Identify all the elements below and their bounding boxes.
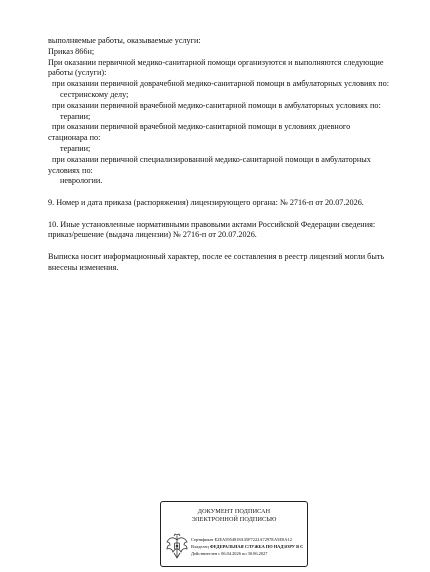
text-line: при оказании первичной доврачебной медико-санитарной помощи в амбулаторных условиях по: — [52, 79, 389, 89]
certificate-number: Сертификат E2EA5954818A35F7222A7297EA5E0A12 — [191, 537, 292, 542]
item-10-line: 10. Иные установленные нормативными правовыми актами Российской Федерации сведения: — [48, 219, 376, 229]
certificate-owner — [191, 543, 305, 550]
text-line: сестринскому делу; — [60, 89, 129, 99]
note-line: Выписка носит информационный характер, после ее составления в реестр лицензий могли быть — [48, 251, 385, 261]
document-body — [48, 36, 398, 274]
electronic-signature-stamp — [160, 501, 308, 567]
text-line: неврологии. — [60, 176, 103, 186]
text-line: терапии; — [60, 143, 91, 153]
owner-label: Владелец — [191, 544, 209, 550]
stamp-details — [191, 536, 305, 558]
stamp-title-line: ДОКУМЕНТ ПОДПИСАН — [197, 508, 271, 515]
certificate-validity: Действителен с 06.04.2026 по 30.06.2027 — [191, 551, 268, 557]
text-line: при оказании первичной врачебной медико-санитарной помощи в амбулаторных условиях по: — [52, 100, 381, 110]
item-9: 9. Номер и дата приказа (распоряжения) лицензирующего органа: № 2716-п от 20.07.2026. — [48, 197, 364, 207]
item-10-line: приказ/решение (выдача лицензии) № 2716-п от 20.07.2026. — [48, 230, 257, 240]
text-line: выполняемые работы, оказываемые услуги: — [48, 36, 201, 45]
owner-name: ФЕДЕРАЛЬНАЯ СЛУЖБА ПО НАДЗОРУ В С — [209, 544, 304, 550]
stamp-title-line: ЭЛЕКТРОННОЙ ПОДПИСЬЮ — [191, 516, 277, 523]
stamp-title — [161, 508, 307, 524]
text-line: при оказании первичной врачебной медико-санитарной помощи в условиях дневного — [52, 122, 351, 132]
text-line: при оказании первичной специализированной медико-санитарной помощи в амбулаторных — [52, 154, 371, 164]
spacer — [48, 209, 398, 220]
note-line: внесены изменения. — [48, 262, 119, 272]
spacer — [48, 241, 398, 252]
text-line: Приказ 866н; — [48, 46, 95, 56]
text-line: При оказании первичной медико-санитарной помощи организуются и выполняются следующие — [48, 57, 384, 67]
coat-of-arms-icon — [165, 533, 189, 561]
text-line: стационара по: — [48, 133, 101, 143]
text-line: работы (услуги): — [48, 68, 107, 78]
text-line: условиях по: — [48, 165, 93, 175]
text-line: терапии; — [60, 111, 91, 121]
spacer — [48, 187, 398, 198]
